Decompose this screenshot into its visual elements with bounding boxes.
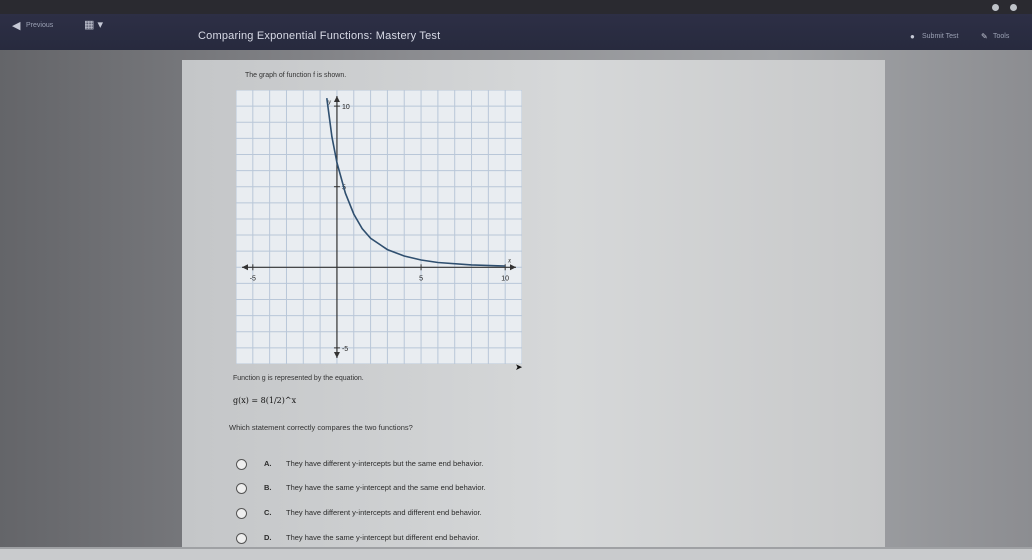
pencil-icon[interactable]: ✎ xyxy=(981,32,988,41)
radio-button[interactable] xyxy=(236,508,247,519)
radio-button[interactable] xyxy=(236,533,247,544)
submit-icon[interactable]: ● xyxy=(910,32,915,41)
function-statement: Function g is represented by the equation. xyxy=(233,375,364,382)
x-tick-label: 5 xyxy=(419,275,424,283)
choice-letter: B. xyxy=(264,483,272,492)
x-axis-label: x xyxy=(508,256,512,265)
calculator-icon[interactable]: ▦ ▾ xyxy=(84,19,103,31)
y-tick-label: -5 xyxy=(341,345,349,353)
radio-button[interactable] xyxy=(236,483,247,494)
choice-letter: D. xyxy=(264,533,272,542)
question-text: Which statement correctly compares the two functions? xyxy=(229,423,413,432)
previous-button[interactable]: Previous xyxy=(26,22,54,29)
choice-text: They have different y-intercepts and different end behavior. xyxy=(286,508,482,517)
equation: g(x) = 8(1/2)^x xyxy=(233,396,297,405)
question-prompt: The graph of function f is shown. xyxy=(245,72,347,79)
title-bar xyxy=(0,14,1032,50)
mouse-cursor: ➤ xyxy=(515,362,523,372)
choice-letter: C. xyxy=(264,508,272,517)
back-icon[interactable]: ◀ xyxy=(12,20,21,32)
radio-button[interactable] xyxy=(236,459,247,470)
choice-letter: A. xyxy=(264,459,272,468)
function-graph xyxy=(236,90,522,364)
submit-test-button[interactable]: Submit Test xyxy=(922,33,959,40)
y-axis-arrow-up xyxy=(334,96,340,102)
choice-text: They have different y-intercepts but the same end behavior. xyxy=(286,459,484,468)
choice-text: They have the same y-intercept and the same end behavior. xyxy=(286,483,486,492)
x-tick-label: -5 xyxy=(249,275,256,283)
x-axis-arrow-left xyxy=(242,264,248,270)
footer-bar xyxy=(0,549,1032,560)
y-tick-label: 10 xyxy=(341,104,350,112)
wifi-icon xyxy=(992,4,999,11)
y-tick-label: 5 xyxy=(341,184,346,192)
x-axis-arrow-right xyxy=(510,264,516,270)
x-tick-label: 10 xyxy=(501,275,510,283)
choice-text: They have the same y-intercept but different end behavior. xyxy=(286,533,480,542)
y-axis-label: y xyxy=(327,98,332,106)
battery-icon xyxy=(1010,4,1017,11)
window-title: Comparing Exponential Functions: Mastery Test xyxy=(198,30,441,42)
y-axis-arrow-down xyxy=(334,352,340,358)
tools-button[interactable]: Tools xyxy=(993,33,1010,40)
graph-svg xyxy=(236,90,522,364)
